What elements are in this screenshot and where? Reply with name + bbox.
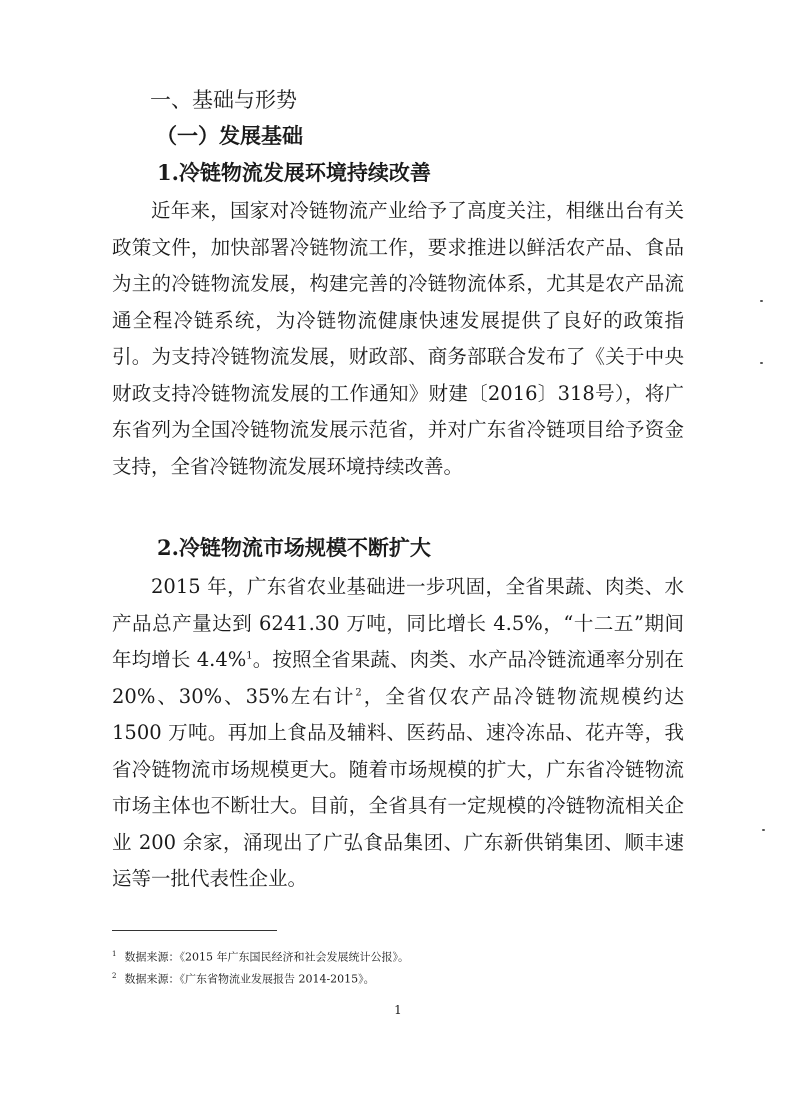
page-number: 1	[394, 1003, 402, 1017]
footnote-mark: 2	[112, 972, 117, 980]
paragraph-2-part-a: 2015 年，广东省农业基础进一步巩固，全省果蔬、肉类、水产品总产量达到 6241.30 万吨，同比增长 4.5%，“十二五”期间年均增长 4.4%	[112, 575, 684, 671]
paragraph-2	[112, 569, 684, 898]
subsection-heading: （一）发展基础	[156, 123, 303, 148]
footnote-ref-1: 1	[246, 650, 253, 662]
scan-speck	[760, 300, 763, 302]
paragraph-2-part-b: 。按照全省果蔬、肉类、水产品冷链流通率分别在 20%、30%、35%左右计	[112, 648, 684, 708]
section-heading: 一、基础与形势	[150, 88, 297, 112]
scan-speck	[760, 362, 763, 364]
item-heading-2: 2.冷链物流市场规模不断扩大	[157, 535, 431, 560]
footnote-ref-2: 2	[355, 687, 362, 698]
item-heading-1: 1.冷链物流发展环境持续改善	[157, 160, 431, 185]
footnote-1	[112, 946, 409, 966]
scan-speck	[762, 829, 765, 831]
footnote-mark: 1	[112, 950, 117, 958]
paragraph-2-part-c: ，全省仅农产品冷链物流规模约达 1500 万吨。再加上食品及辅料、医药品、速冷冻品、花卉等，我省冷链物流市场规模更大。随着市场规模的扩大，广东省冷链物流市场主体也不断壮大。目前，全省具有一定规模的冷链物流相关企业 200 余家，涌现出了广弘食品集团、广东新供销集团、顺丰速运等一批代表性企业。	[112, 684, 684, 890]
footnote-2	[112, 968, 375, 988]
footnote-text: 数据来源：《广东省物流业发展报告 2014-2015》。	[124, 972, 375, 986]
paragraph-1: 近年来，国家对冷链物流产业给予了高度关注，相继出台有关政策文件，加快部署冷链物流工作，要求推进以鲜活农产品、食品为主的冷链物流发展，构建完善的冷链物流体系，尤其是农产品流通全程冷链系统，为冷链物流健康快速发展提供了良好的政策指引。为支持冷链物流发展，财政部、商务部联合发布了《关于中央财政支持冷链物流发展的工作通知》财建〔2016〕318号），将广东省列为全国冷链物流发展示范省，并对广东省冷链项目给予资金支持，全省冷链物流发展环境持续改善。	[112, 199, 684, 478]
footnote-divider	[112, 930, 277, 931]
footnote-text: 数据来源：《2015 年广东国民经济和社会发展统计公报》。	[124, 950, 409, 964]
